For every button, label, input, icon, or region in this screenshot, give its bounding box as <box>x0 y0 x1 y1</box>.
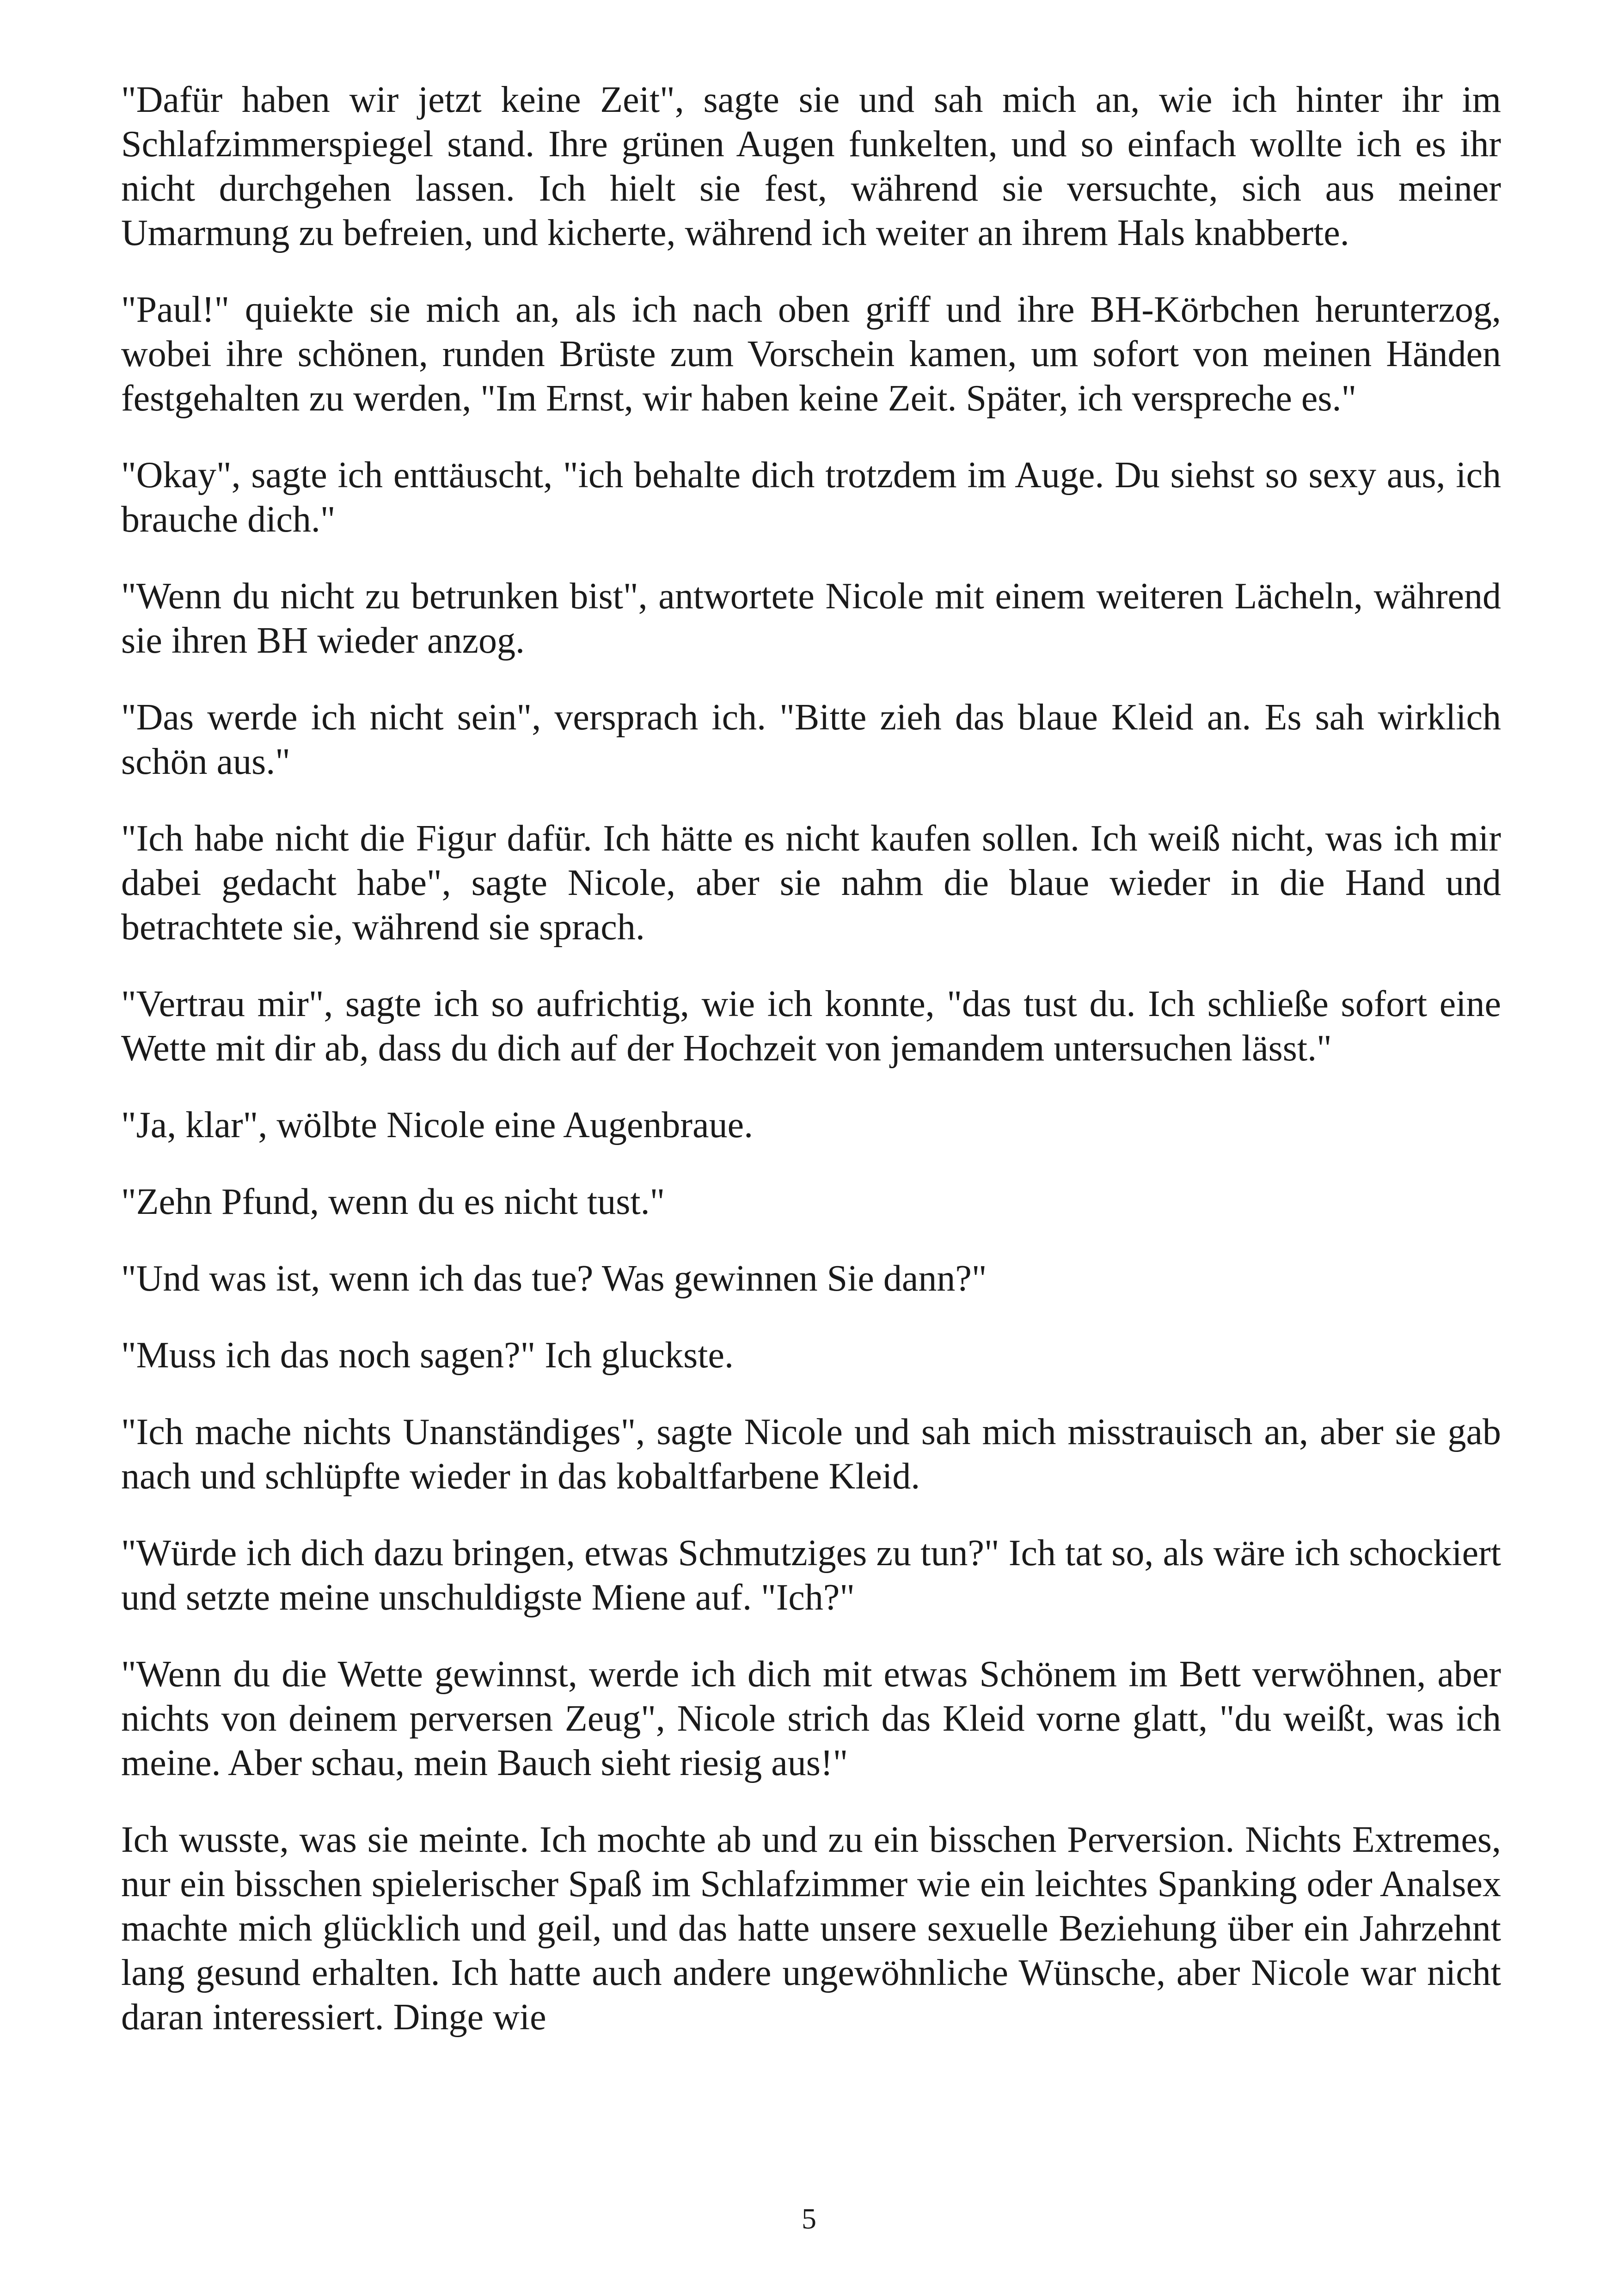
paragraph: "Und was ist, wenn ich das tue? Was gewinnen Sie dann?" <box>121 1258 987 1299</box>
paragraph: "Wenn du nicht zu betrunken bist", antwortete Nicole mit einem weiteren Lächeln, während sie ihren BH wieder anzog. <box>121 576 1501 661</box>
paragraph: "Ja, klar", wölbte Nicole eine Augenbraue. <box>121 1105 754 1145</box>
paragraph: Ich wusste, was sie meinte. Ich mochte ab und zu ein bisschen Perversion. Nichts Extremes, nur ein bisschen spielerischer Spaß im Schlafzimmer wie ein leichtes Spanking oder Analsex machte mich glücklich und geil, und das hatte unsere sexuelle Beziehung über ein Jahrzehnt lang gesund erhalten. Ich hatte auch andere ungewöhnliche Wünsche, aber Nicole war nicht daran interessiert. Dinge wie <box>121 1819 1501 2038</box>
page-number: 5 <box>802 2202 816 2235</box>
paragraph: "Muss ich das noch sagen?" Ich gluckste. <box>121 1335 734 1376</box>
paragraph: "Zehn Pfund, wenn du es nicht tust." <box>121 1182 665 1222</box>
paragraph: "Vertrau mir", sagte ich so aufrichtig, wie ich konnte, "das tust du. Ich schließe sofort eine Wette mit dir ab, dass du dich auf der Hochzeit von jemandem untersuchen lässt." <box>121 984 1501 1069</box>
paragraph: "Paul!" quiekte sie mich an, als ich nach oben griff und ihre BH-Körbchen herunterzog, wobei ihre schönen, runden Brüste zum Vorschein kamen, um sofort von meinen Händen festgehalten zu werden, "Im Ernst, wir haben keine Zeit. Später, ich verspreche es." <box>121 289 1501 419</box>
paragraph: "Ich habe nicht die Figur dafür. Ich hätte es nicht kaufen sollen. Ich weiß nicht, was ich mir dabei gedacht habe", sagte Nicole, aber sie nahm die blaue wieder in die Hand und betrachtete sie, während sie sprach. <box>121 818 1501 948</box>
paragraph: "Das werde ich nicht sein", versprach ich. "Bitte zieh das blaue Kleid an. Es sah wirklich schön aus." <box>121 697 1501 782</box>
page-body <box>121 78 1501 2223</box>
paragraph: "Würde ich dich dazu bringen, etwas Schmutziges zu tun?" Ich tat so, als wäre ich schockiert und setzte meine unschuldigste Miene auf. "Ich?" <box>121 1533 1501 1618</box>
paragraph: "Ich mache nichts Unanständiges", sagte Nicole und sah mich misstrauisch an, aber sie gab nach und schlüpfte wieder in das kobaltfarbene Kleid. <box>121 1412 1501 1497</box>
paragraph: "Wenn du die Wette gewinnst, werde ich dich mit etwas Schönem im Bett verwöhnen, aber nichts von deinem perversen Zeug", Nicole strich das Kleid vorne glatt, "du weißt, was ich meine. Aber schau, mein Bauch sieht riesig aus!" <box>121 1654 1501 1783</box>
paragraph: "Okay", sagte ich enttäuscht, "ich behalte dich trotzdem im Auge. Du siehst so sexy aus, ich brauche dich." <box>121 455 1501 540</box>
paragraph: "Dafür haben wir jetzt keine Zeit", sagte sie und sah mich an, wie ich hinter ihr im Schlafzimmerspiegel stand. Ihre grünen Augen funkelten, und so einfach wollte ich es ihr nicht durchgehen lassen. Ich hielt sie fest, während sie versuchte, sich aus meiner Umarmung zu befreien, und kicherte, während ich weiter an ihrem Hals knabberte. <box>121 80 1501 253</box>
